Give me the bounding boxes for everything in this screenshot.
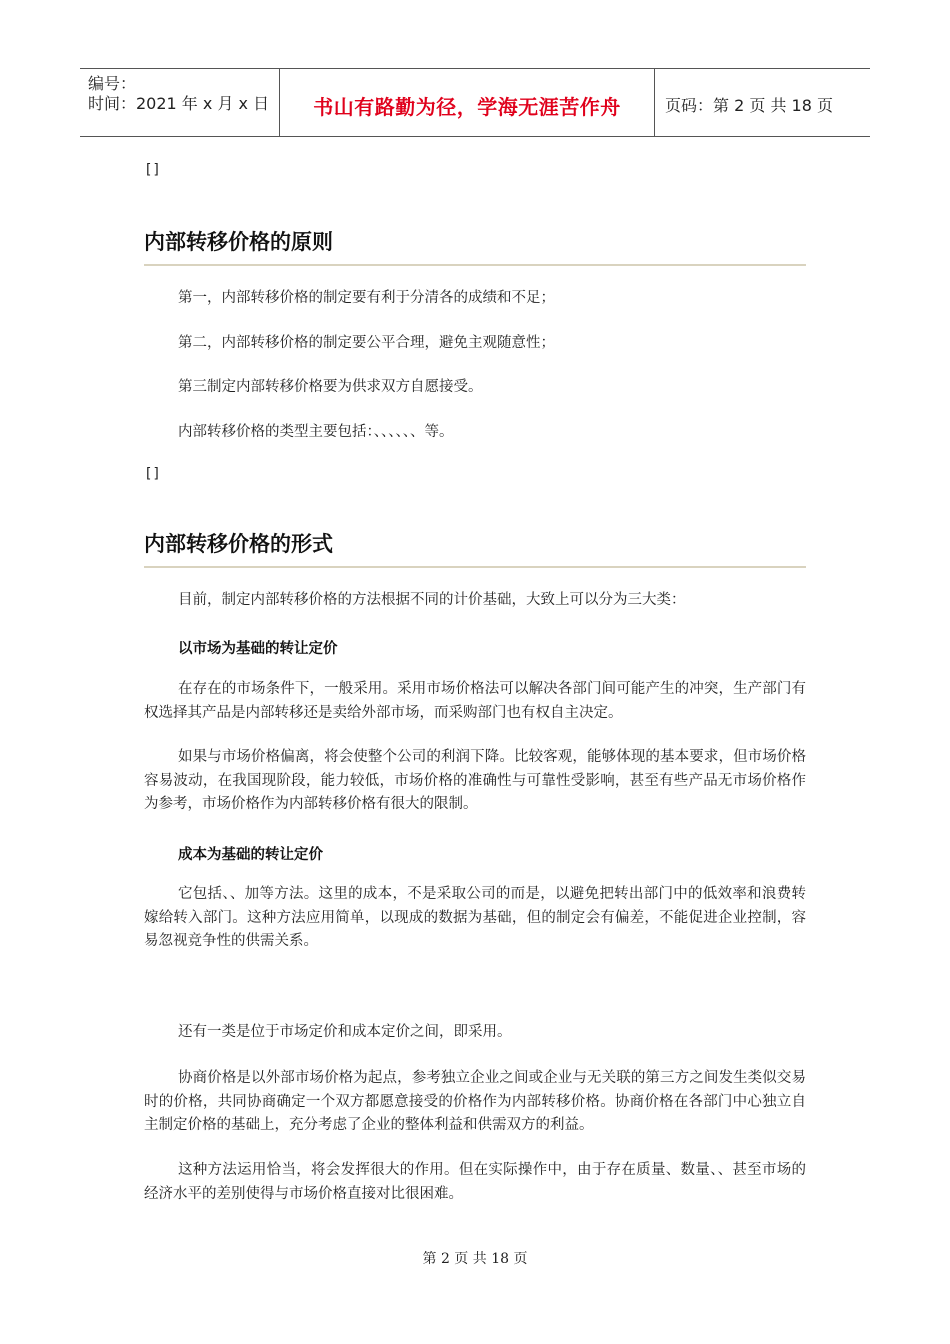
header-meta-cell [80, 69, 280, 136]
paragraph: 还有一类是位于市场定价和成本定价之间，即采用。 [178, 1024, 512, 1040]
paragraph: 它包括、、加等方法。这里的成本，不是采取公司的而是，以避免把转出部门中的低效率和浪费转嫁给转入部门。这种方法应用简单，以现成的数据为基础，但的制定会有偏差，不能促进企业控制，容易忽视竞争性的供需关系。 [144, 886, 806, 949]
header-page-cell [655, 69, 870, 136]
paragraph: 第三制定内部转移价格要为供求双方自愿接受。 [178, 379, 483, 395]
paragraph: 在存在的市场条件下，一般采用。采用市场价格法可以解决各部门间可能产生的冲突，生产部门有权选择其产品是内部转移还是卖给外部市场，而采购部门也有权自主决定。 [144, 681, 806, 721]
section-divider-2 [144, 566, 806, 568]
date-line: 时间：2021 年 x 月 x 日 [88, 94, 270, 113]
paragraph: 协商价格是以外部市场价格为起点，参考独立企业之间或企业与无关联的第三方之间发生类似交易时的价格，共同协商确定一个双方都愿意接受的价格作为内部转移价格。协商价格在各部门中心独立自主制定价格的基础上，充分考虑了企业的整体利益和供需双方的利益。 [144, 1070, 806, 1133]
header-motto-cell [280, 69, 655, 136]
paragraph: 内部转移价格的类型主要包括：、、、、、、等。 [178, 424, 454, 440]
motto: 书山有路勤为径，学海无涯苦作舟 [313, 95, 621, 119]
section-title-forms: 内部转移价格的形式 [144, 532, 333, 556]
bracket-marker-2: [] [144, 466, 161, 482]
bracket-marker-1: [] [144, 162, 161, 178]
number-label: 编号： [88, 74, 137, 93]
subheading-market-based: 以市场为基础的转让定价 [178, 641, 338, 657]
paragraph: 这种方法运用恰当，将会发挥很大的作用。但在实际操作中，由于存在质量、数量、、甚至市场的经济水平的差别使得与市场价格直接对比很困难。 [144, 1162, 806, 1202]
header-page-info: 页码：第 2 页 共 18 页 [665, 96, 833, 115]
paragraph: 目前，制定内部转移价格的方法根据不同的计价基础，大致上可以分为三大类： [178, 592, 686, 608]
paragraph: 第二，内部转移价格的制定要公平合理，避免主观随意性； [178, 335, 555, 351]
paragraph: 如果与市场价格偏离，将会使整个公司的利润下降。比较客观，能够体现的基本要求，但市场价格容易波动，在我国现阶段，能力较低，市场价格的准确性与可靠性受影响，甚至有些产品无市场价格作为参考，市场价格作为内部转移价格有很大的限制。 [144, 749, 806, 812]
subheading-cost-based: 成本为基础的转让定价 [178, 847, 323, 863]
section-title-principles: 内部转移价格的原则 [144, 230, 333, 254]
paragraph: 第一，内部转移价格的制定要有利于分清各的成绩和不足； [178, 290, 555, 306]
section-divider-1 [144, 264, 806, 266]
page-footer: 第 2 页 共 18 页 [422, 1251, 528, 1267]
page-header [80, 68, 870, 137]
